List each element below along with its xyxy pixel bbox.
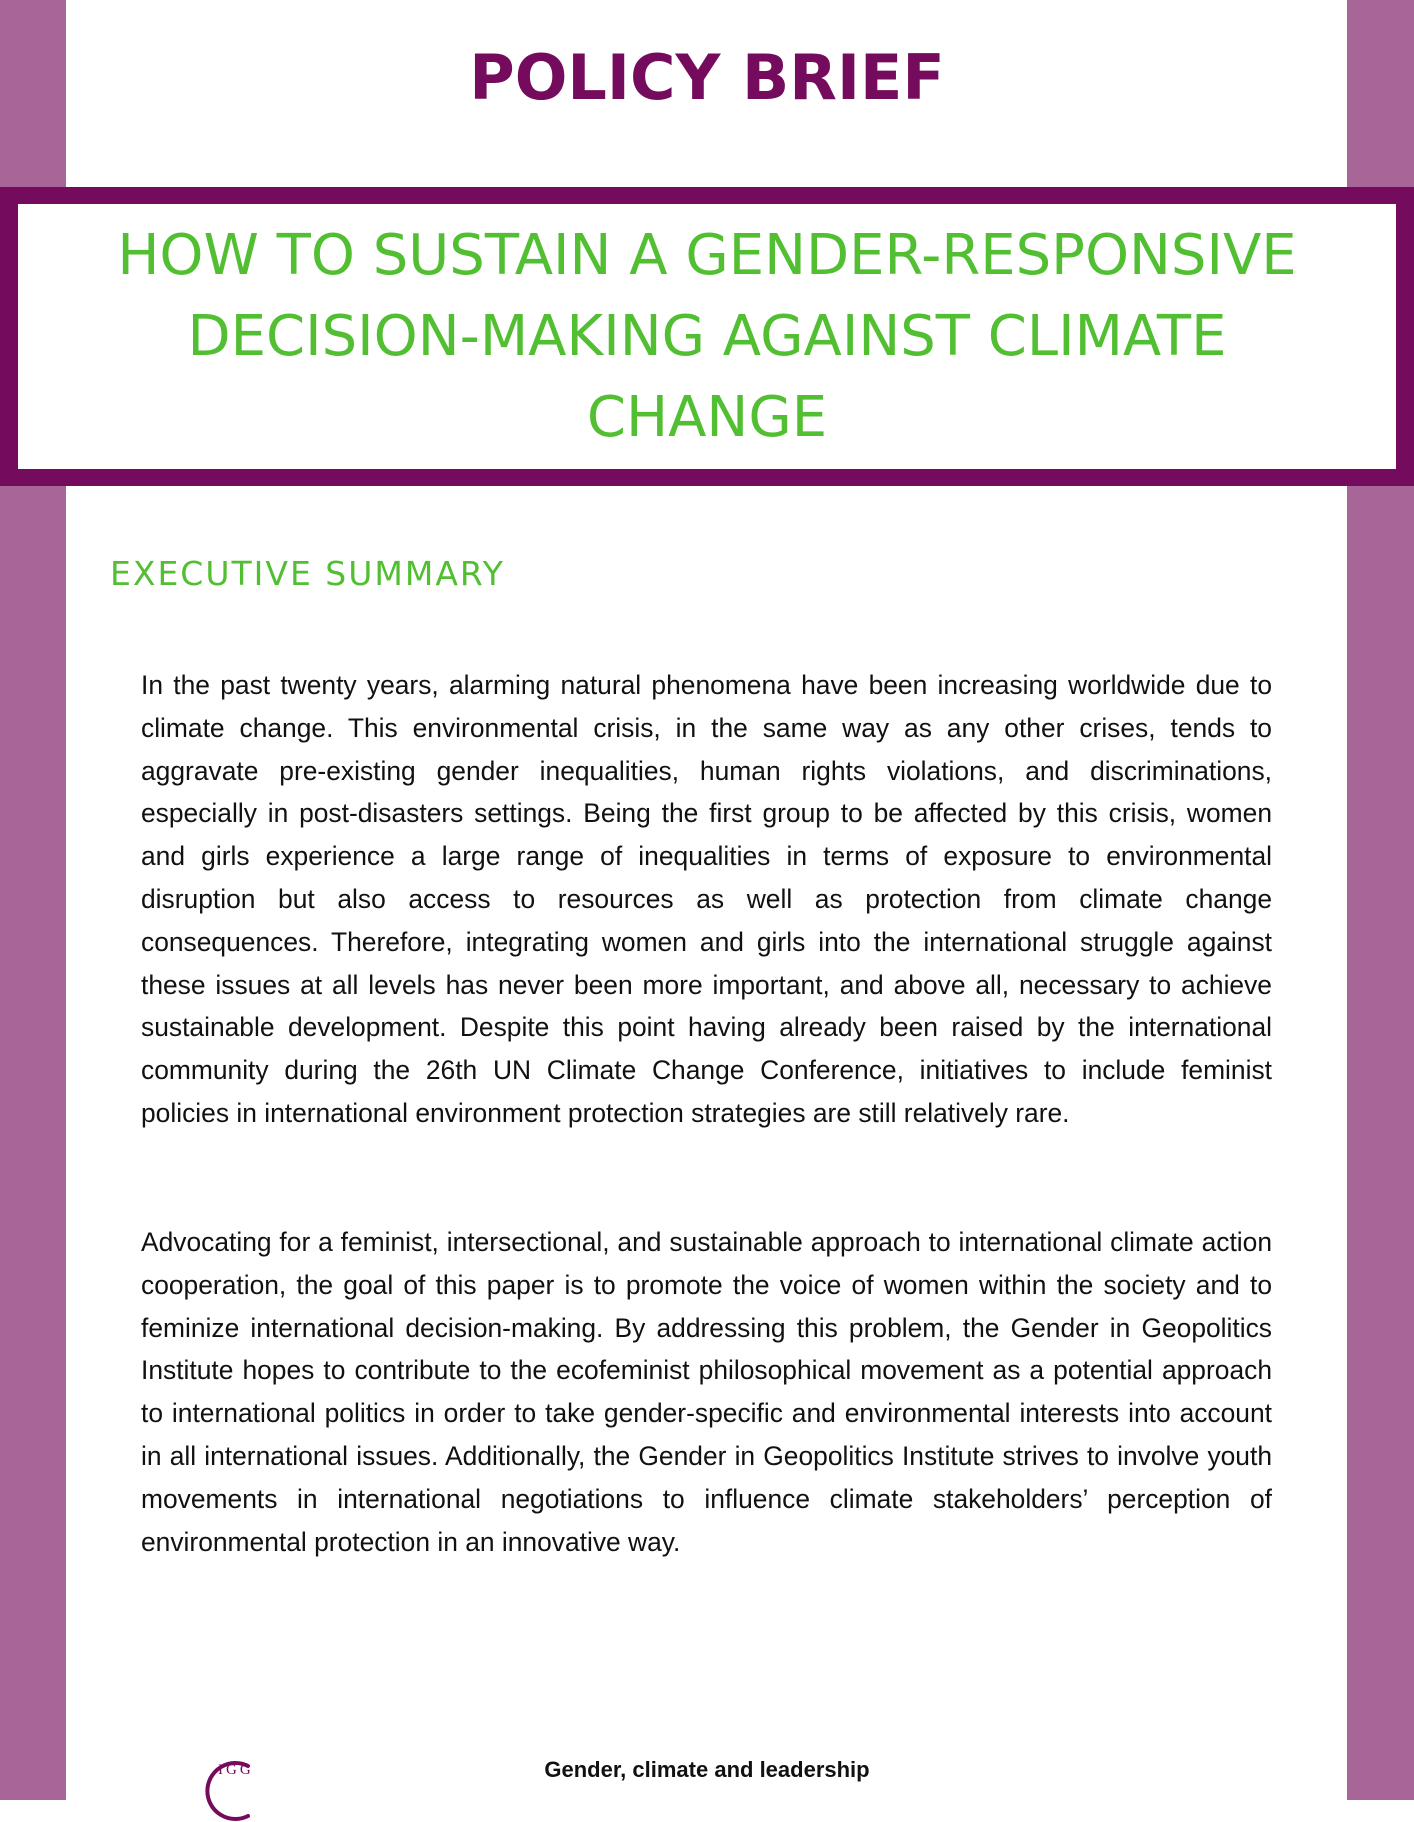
document-type-label: POLICY BRIEF bbox=[469, 41, 945, 114]
footer-caption: Gender, climate and leadership bbox=[544, 1757, 870, 1782]
document-title: HOW TO SUSTAIN A GENDER-RESPONSIVE DECISION-MAKING AGAINST CLIMATE CHANGE bbox=[117, 223, 1297, 450]
section-heading: EXECUTIVE SUMMARY bbox=[110, 554, 505, 593]
logo-wordmark: IGG bbox=[218, 1762, 254, 1778]
title-box bbox=[18, 204, 1396, 469]
title-frame bbox=[0, 187, 1414, 486]
paragraph-2: Advocating for a feminist, intersectional, and sustainable approach to international climate action cooperation, the goal of this paper is to promote the voice of women within the society and to feminize international decision-making. By addressing this problem, the Gender in Geopolitics Institute hopes to contribute to the ecofeminist philosophical movement as a potential approach to international politics in order to take gender-specific and environmental interests into account in all international issues. Additionally, the Gender in Geopolitics Institute strives to involve youth movements in international negotiations to influence climate stakeholders’ perception of environmental protection in an innovative way. bbox=[141, 1227, 1272, 1557]
paragraph-1: In the past twenty years, alarming natural phenomena have been increasing worldwide due to climate change. This environmental crisis, in the same way as any other crises, tends to aggravate pre-existing gender inequalities, human rights violations, and discriminations, especially in post-disasters settings. Being the first group to be affected by this crisis, women and girls experience a large range of inequalities in terms of exposure to environmental disruption but also access to resources as well as protection from climate change consequences. Therefore, integrating women and girls into the international struggle against these issues at all levels has never been more important, and above all, necessary to achieve sustainable development. Despite this point having already been raised by the international community during the 26th UN Climate Change Conference, initiatives to include feminist policies in international environment protection strategies are still relatively rare. bbox=[141, 670, 1272, 1128]
